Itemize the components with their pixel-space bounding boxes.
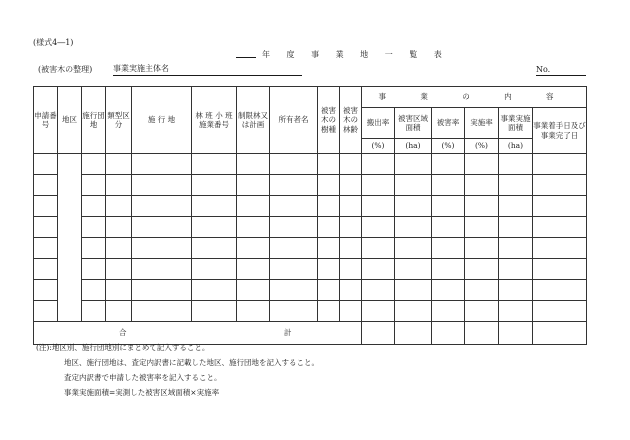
cell[interactable]: [318, 154, 340, 175]
col-type: 類型区分: [106, 87, 132, 154]
cell[interactable]: [395, 238, 432, 259]
col-damage-rate: 被害率: [432, 108, 465, 139]
note-line: 地区、施行団地は、査定内訳書に記載した地区、施行団地を記入すること。: [64, 358, 319, 367]
col-group-content: 事 業 の 内 容: [362, 87, 587, 108]
sponsor-name-field[interactable]: 事業実施主体名: [113, 63, 302, 76]
cell[interactable]: [237, 259, 270, 280]
cell[interactable]: [340, 301, 362, 322]
note-line: 査定内訳書で申請した被害率を記入すること。: [64, 373, 222, 382]
cell[interactable]: [106, 196, 132, 217]
cell[interactable]: [270, 217, 318, 238]
unit-damage-area: (ha): [395, 139, 432, 154]
cell[interactable]: [465, 238, 499, 259]
project-site-table: [33, 86, 587, 345]
col-removal-rate: 搬出率: [362, 108, 395, 139]
cell[interactable]: [237, 217, 270, 238]
cell[interactable]: [270, 196, 318, 217]
cell[interactable]: [82, 280, 106, 301]
total-label-2: 計: [284, 328, 292, 337]
total-removal-rate[interactable]: [362, 322, 395, 345]
cell[interactable]: [432, 238, 465, 259]
cell[interactable]: [192, 238, 237, 259]
cell[interactable]: [192, 301, 237, 322]
cell[interactable]: [192, 175, 237, 196]
cell[interactable]: [465, 154, 499, 175]
cell[interactable]: [270, 301, 318, 322]
col-species: 被害木の樹種: [318, 87, 340, 154]
cell[interactable]: [340, 175, 362, 196]
cell[interactable]: [432, 217, 465, 238]
cell[interactable]: [82, 196, 106, 217]
cell[interactable]: [106, 175, 132, 196]
cell[interactable]: [192, 259, 237, 280]
col-dates: 事業着手日及び事業完了日: [533, 108, 587, 154]
cell[interactable]: [106, 259, 132, 280]
cell[interactable]: [533, 301, 587, 322]
unit-damage-rate: (%): [432, 139, 465, 154]
cell[interactable]: [82, 154, 106, 175]
cell[interactable]: [34, 175, 58, 196]
cell[interactable]: [318, 175, 340, 196]
cell[interactable]: [192, 196, 237, 217]
cell[interactable]: [318, 238, 340, 259]
cell[interactable]: [270, 259, 318, 280]
cell[interactable]: [340, 238, 362, 259]
cell[interactable]: [499, 301, 533, 322]
cell[interactable]: [465, 301, 499, 322]
cell[interactable]: [237, 301, 270, 322]
cell[interactable]: [362, 154, 395, 175]
cell[interactable]: [432, 196, 465, 217]
cell[interactable]: [340, 154, 362, 175]
cell[interactable]: [34, 280, 58, 301]
cell[interactable]: [465, 196, 499, 217]
notes: [36, 340, 319, 400]
cell[interactable]: [106, 280, 132, 301]
col-impl-area: 事業実施面積: [499, 108, 533, 139]
cell[interactable]: [82, 175, 106, 196]
table-row: [34, 280, 587, 301]
cell[interactable]: [237, 196, 270, 217]
cell[interactable]: [362, 259, 395, 280]
cell[interactable]: [395, 217, 432, 238]
cell[interactable]: [192, 280, 237, 301]
cell[interactable]: [82, 238, 106, 259]
unit-removal-rate: (%): [362, 139, 395, 154]
cell[interactable]: [499, 238, 533, 259]
total-impl-area[interactable]: [499, 322, 533, 345]
col-owner: 所有者名: [270, 87, 318, 154]
col-damage-area: 被害区域面積: [395, 108, 432, 139]
col-age: 被害木の林齢: [340, 87, 362, 154]
table-row: [34, 259, 587, 280]
cell[interactable]: [132, 238, 192, 259]
cell[interactable]: [465, 175, 499, 196]
cell[interactable]: [318, 280, 340, 301]
cell[interactable]: [82, 217, 106, 238]
total-dates[interactable]: [533, 322, 587, 345]
cell[interactable]: [82, 259, 106, 280]
cell[interactable]: [533, 238, 587, 259]
cell[interactable]: [318, 301, 340, 322]
cell[interactable]: [395, 259, 432, 280]
total-impl-rate[interactable]: [465, 322, 499, 345]
cell[interactable]: [395, 154, 432, 175]
cell[interactable]: [106, 301, 132, 322]
cell[interactable]: [237, 280, 270, 301]
form-number: (様式4―1): [33, 38, 74, 47]
cell[interactable]: [533, 154, 587, 175]
cell[interactable]: [34, 259, 58, 280]
cell[interactable]: [34, 196, 58, 217]
cell[interactable]: [499, 154, 533, 175]
cell[interactable]: [362, 280, 395, 301]
cell[interactable]: [395, 175, 432, 196]
table-row: [34, 175, 587, 196]
page-title: [236, 49, 449, 60]
cell[interactable]: [270, 238, 318, 259]
cell[interactable]: [34, 301, 58, 322]
cell[interactable]: [106, 238, 132, 259]
unit-impl-area: (ha): [499, 139, 533, 154]
cell[interactable]: [270, 175, 318, 196]
cell[interactable]: [34, 217, 58, 238]
cell[interactable]: [533, 217, 587, 238]
note-line: 事業実施面積=実測した被害区域面積×実施率: [64, 388, 220, 397]
col-location: 施 行 地: [132, 87, 192, 154]
cell[interactable]: [362, 196, 395, 217]
cell[interactable]: [362, 217, 395, 238]
subtitle: (被害木の整理): [38, 65, 93, 74]
table-row: [34, 301, 587, 322]
cell[interactable]: [432, 259, 465, 280]
cell[interactable]: [395, 301, 432, 322]
cell[interactable]: [132, 154, 192, 175]
cell[interactable]: [106, 217, 132, 238]
cell[interactable]: [340, 217, 362, 238]
total-damage-rate[interactable]: [432, 322, 465, 345]
cell[interactable]: [34, 238, 58, 259]
cell[interactable]: [499, 217, 533, 238]
cell[interactable]: [270, 280, 318, 301]
cell[interactable]: [192, 154, 237, 175]
cell[interactable]: [132, 175, 192, 196]
cell[interactable]: [362, 301, 395, 322]
cell[interactable]: [34, 154, 58, 175]
cell[interactable]: [362, 238, 395, 259]
note-line: (注):地区別、施行団地別にまとめて記入すること。: [36, 343, 210, 352]
cell[interactable]: [499, 280, 533, 301]
cell[interactable]: [132, 280, 192, 301]
cell[interactable]: [362, 175, 395, 196]
cell[interactable]: [499, 259, 533, 280]
cell[interactable]: [465, 280, 499, 301]
cell[interactable]: [499, 196, 533, 217]
cell[interactable]: [132, 217, 192, 238]
cell[interactable]: [132, 301, 192, 322]
col-org: 施行団地: [82, 87, 106, 154]
cell[interactable]: [192, 217, 237, 238]
total-damage-area[interactable]: [395, 322, 432, 345]
cell[interactable]: [432, 301, 465, 322]
cell[interactable]: [318, 217, 340, 238]
total-label-1: 合: [119, 328, 127, 337]
cell[interactable]: [395, 280, 432, 301]
year-blank[interactable]: [236, 57, 256, 58]
cell[interactable]: [432, 175, 465, 196]
cell[interactable]: [340, 280, 362, 301]
cell[interactable]: [318, 196, 340, 217]
col-district: 地区: [58, 87, 82, 154]
cell[interactable]: [270, 154, 318, 175]
cell[interactable]: [82, 301, 106, 322]
col-forest: 林 班 小 班 施業番号: [192, 87, 237, 154]
table-row: [34, 217, 587, 238]
cell[interactable]: [533, 280, 587, 301]
cell[interactable]: [432, 280, 465, 301]
unit-impl-rate: (%): [465, 139, 499, 154]
col-restriction: 制限林又は計画: [237, 87, 270, 154]
cell[interactable]: [106, 154, 132, 175]
cell[interactable]: [533, 175, 587, 196]
col-impl-rate: 実施率: [465, 108, 499, 139]
cell[interactable]: [499, 175, 533, 196]
table-row: [34, 154, 587, 175]
district-merged-cell[interactable]: [58, 154, 82, 322]
title-text: 年 度 事 業 地 一 覧 表: [262, 50, 449, 59]
cell[interactable]: [395, 196, 432, 217]
cell[interactable]: [237, 154, 270, 175]
cell[interactable]: [340, 259, 362, 280]
col-application-no: 申請番号: [34, 87, 58, 154]
table-row: [34, 238, 587, 259]
table-row: [34, 196, 587, 217]
cell[interactable]: [132, 196, 192, 217]
cell[interactable]: [237, 175, 270, 196]
cell[interactable]: [465, 217, 499, 238]
cell[interactable]: [340, 196, 362, 217]
cell[interactable]: [465, 259, 499, 280]
cell[interactable]: [533, 196, 587, 217]
cell[interactable]: [533, 259, 587, 280]
cell[interactable]: [432, 154, 465, 175]
document-number-field[interactable]: No.: [536, 65, 586, 76]
cell[interactable]: [237, 238, 270, 259]
cell[interactable]: [132, 259, 192, 280]
cell[interactable]: [318, 259, 340, 280]
